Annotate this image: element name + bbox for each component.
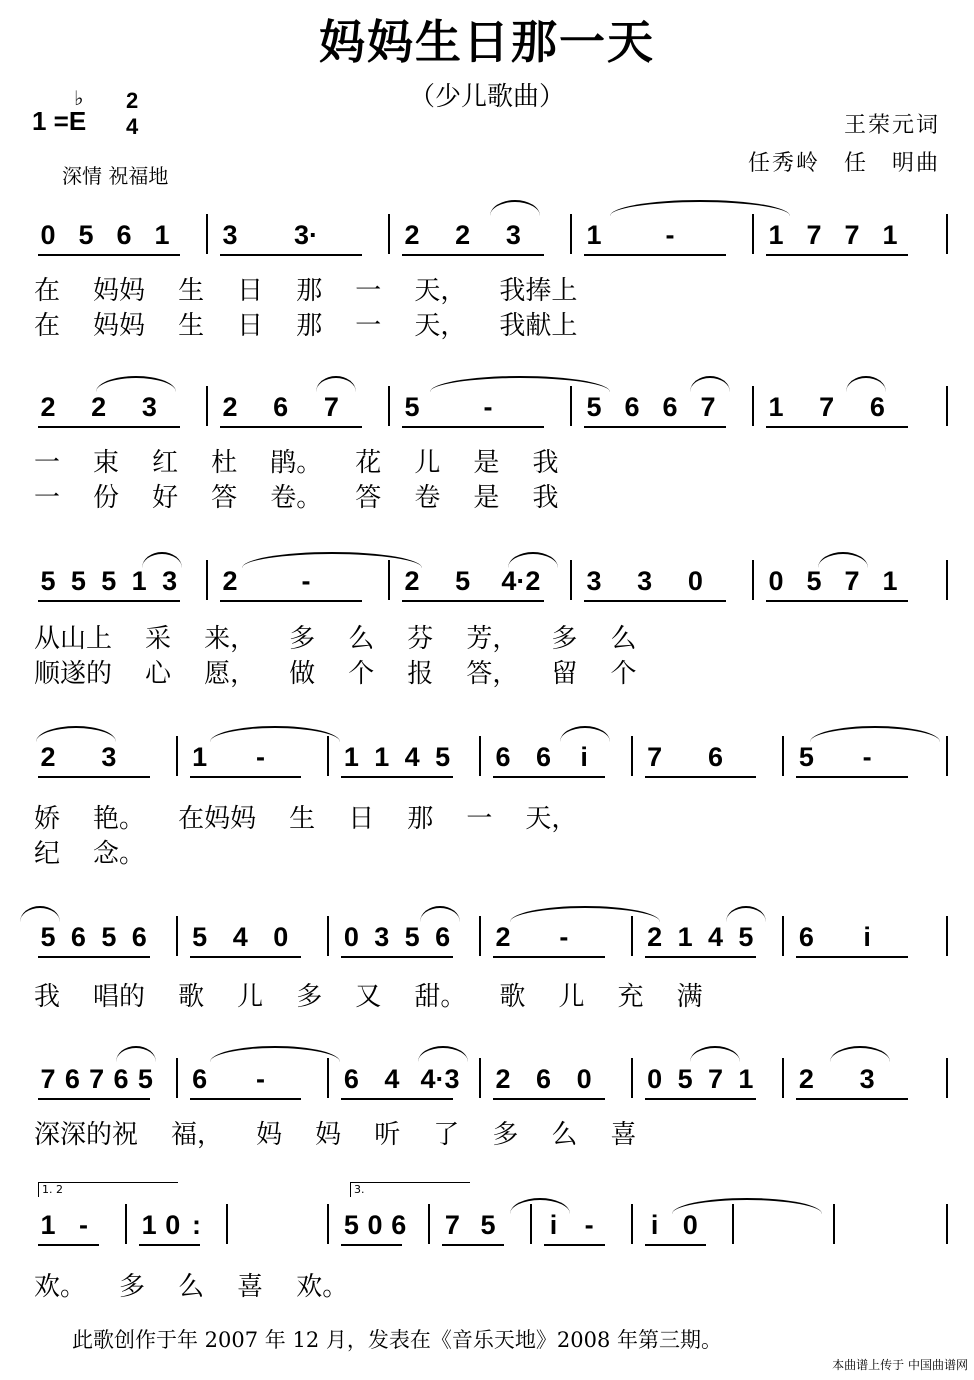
beam	[442, 1244, 503, 1246]
barline	[946, 560, 948, 600]
barline	[176, 1058, 178, 1098]
note: 3	[374, 922, 390, 952]
note: 7	[806, 220, 822, 250]
barline	[206, 214, 208, 254]
note: 7	[323, 392, 339, 422]
note: 6	[116, 220, 132, 250]
barline	[946, 916, 948, 956]
note: 6	[64, 1064, 80, 1094]
beam	[645, 1098, 757, 1100]
barline	[479, 916, 481, 956]
note: 6	[707, 742, 724, 772]
note: 7	[647, 742, 663, 772]
slur	[690, 1046, 740, 1062]
note: 4·3	[420, 1064, 460, 1094]
barline	[327, 1058, 329, 1098]
beam	[38, 1098, 150, 1100]
barline	[226, 1204, 228, 1244]
barline	[631, 916, 633, 956]
beam	[402, 600, 544, 602]
note: 5	[40, 566, 56, 596]
note: 1	[768, 392, 784, 422]
barline	[752, 386, 754, 426]
barline	[782, 1058, 784, 1098]
note: 2	[404, 566, 420, 596]
note: 6	[273, 392, 289, 422]
note: 0	[367, 1210, 383, 1240]
slur	[210, 1046, 340, 1062]
note: 0	[273, 922, 289, 952]
slur	[560, 726, 610, 742]
note: 0	[343, 922, 359, 952]
slur	[96, 376, 176, 392]
beam	[493, 1098, 605, 1100]
note: 7	[844, 566, 860, 596]
note: 5	[806, 566, 822, 596]
beam	[645, 1244, 706, 1246]
note: 6	[131, 922, 147, 952]
beam	[645, 776, 757, 778]
note: 0	[682, 1210, 698, 1240]
note: 0	[647, 1064, 663, 1094]
slur	[420, 906, 460, 922]
lyrics-line-2: 纪 念。	[34, 839, 146, 869]
barline	[946, 386, 948, 426]
note: 2	[222, 566, 238, 596]
beam	[584, 426, 726, 428]
note: 1	[738, 1064, 754, 1094]
barline	[631, 1058, 633, 1098]
note: i	[650, 1210, 659, 1240]
note: 6	[798, 922, 814, 952]
note: 3	[859, 1064, 875, 1094]
beam	[796, 1098, 908, 1100]
note: 3	[505, 220, 521, 250]
barline	[833, 1204, 835, 1244]
barline	[570, 214, 572, 254]
note: 1	[882, 566, 898, 596]
note: 1	[131, 566, 147, 596]
lyrics-line-2: 顺遂的 心 愿， 做 个 报 答， 留 个	[34, 659, 637, 689]
time-signature	[126, 88, 138, 140]
lyricist-credit: 王荣元词	[843, 113, 940, 138]
slur	[430, 376, 610, 392]
note: 1	[677, 922, 693, 952]
note: -	[483, 392, 493, 422]
note: 5	[70, 566, 86, 596]
slur	[508, 552, 558, 568]
key-signature: 1 =E	[32, 106, 87, 136]
note: 2	[798, 1064, 814, 1094]
note: 6	[624, 392, 640, 422]
time-bottom: 4	[126, 114, 139, 139]
beam	[190, 1098, 302, 1100]
note: 7	[707, 1064, 724, 1094]
note: 3	[222, 220, 238, 250]
beam	[190, 776, 302, 778]
beam	[493, 956, 605, 958]
note: 6	[192, 1064, 208, 1094]
beam	[341, 956, 453, 958]
barline	[176, 916, 178, 956]
note: 4	[404, 742, 420, 772]
note: -	[584, 1210, 594, 1240]
lyrics-line-1: 深深的祝 福， 妈 妈 听 了 多 么 喜	[34, 1120, 637, 1150]
barline	[631, 1204, 633, 1244]
slur	[510, 906, 660, 922]
barline	[125, 1204, 127, 1244]
note: 1	[343, 742, 359, 772]
beam	[584, 600, 726, 602]
slur	[846, 376, 886, 392]
beam	[38, 600, 180, 602]
volta-1-2: 1. 2	[38, 1182, 178, 1197]
note: 2	[40, 742, 56, 772]
beam	[38, 426, 180, 428]
beam	[38, 956, 150, 958]
lyrics-line-2: 一 份 好 答 卷。 答 卷 是 我	[34, 483, 559, 513]
note: 5	[677, 1064, 693, 1094]
note: 2	[404, 220, 420, 250]
beam	[38, 1244, 99, 1246]
note: 6	[662, 392, 678, 422]
note: 6	[869, 392, 885, 422]
note: 3	[141, 392, 157, 422]
note: 1	[141, 1210, 157, 1240]
note: -	[559, 922, 569, 952]
barline	[479, 736, 481, 776]
note: 5	[192, 922, 208, 952]
slur	[418, 1046, 468, 1062]
slur	[210, 726, 340, 742]
barline	[327, 1204, 329, 1244]
barline	[782, 736, 784, 776]
note: 1	[154, 220, 170, 250]
note: 2	[647, 922, 663, 952]
lyrics-line-1: 我 唱的 歌 儿 多 又 甜。 歌 儿 充 满	[34, 982, 703, 1012]
note: 3	[101, 742, 117, 772]
note: 6	[343, 1064, 359, 1094]
note: 4	[384, 1064, 400, 1094]
note: 0	[165, 1210, 181, 1240]
note: 0	[687, 566, 703, 596]
note: 5	[101, 566, 117, 596]
note: 4	[232, 922, 248, 952]
slur	[20, 906, 60, 922]
barline	[946, 1058, 948, 1098]
beam	[645, 956, 757, 958]
beam	[220, 600, 362, 602]
note: 3	[162, 566, 178, 596]
note: 1	[586, 220, 602, 250]
note: i	[580, 742, 588, 772]
note: 5	[480, 1210, 496, 1240]
beam	[402, 426, 544, 428]
beam	[341, 1098, 453, 1100]
beam	[766, 600, 908, 602]
slur	[116, 1046, 156, 1062]
barline	[388, 214, 390, 254]
lyrics-line-2: 在 妈妈 生 日 那 一 天， 我献上	[34, 311, 578, 341]
volta-3: 3.	[350, 1182, 470, 1197]
note: 1	[374, 742, 390, 772]
note: 2	[222, 392, 238, 422]
barline	[327, 916, 329, 956]
note: 1	[40, 1210, 56, 1240]
note: 2	[495, 1064, 511, 1094]
note: 6	[70, 922, 86, 952]
barline	[570, 560, 572, 600]
note: 5	[40, 922, 56, 952]
note: 0	[768, 566, 784, 596]
slur	[510, 1198, 570, 1214]
note: 6	[495, 742, 511, 772]
note: :	[192, 1210, 202, 1240]
note: 5	[78, 220, 94, 250]
note: 7	[444, 1210, 460, 1240]
beam	[544, 1244, 605, 1246]
barline	[752, 214, 754, 254]
beam	[220, 426, 362, 428]
slur	[36, 726, 116, 742]
barline	[479, 1058, 481, 1098]
beam	[766, 426, 908, 428]
note: 5	[738, 922, 754, 952]
note: 1	[192, 742, 208, 772]
note: 5	[404, 922, 420, 952]
slur	[726, 906, 766, 922]
song-subtitle: （少儿歌曲）	[408, 82, 565, 112]
barline	[176, 736, 178, 776]
slur	[810, 726, 940, 742]
note: -	[79, 1210, 89, 1240]
note: 6	[391, 1210, 407, 1240]
lyrics-line-1: 从山上 采 来， 多 么 芬 芳， 多 么	[34, 624, 637, 654]
lyrics-line-1: 一 束 红 杜 鹃。 花 儿 是 我	[34, 448, 559, 478]
beam	[190, 956, 302, 958]
beam	[402, 254, 544, 256]
note: 5	[404, 392, 420, 422]
note: 3·	[294, 220, 319, 250]
note: 5	[101, 922, 117, 952]
footer-note: 此歌创作于年 2007 年 12 月，发表在《音乐天地》2008 年第三期。	[72, 1328, 722, 1352]
note: 5	[343, 1210, 359, 1240]
barline	[327, 736, 329, 776]
note: 5	[586, 392, 602, 422]
barline	[782, 916, 784, 956]
song-title: 妈妈生日那一天	[319, 15, 655, 69]
note: -	[665, 220, 675, 250]
barline	[570, 386, 572, 426]
note: 4	[707, 922, 724, 952]
note: -	[862, 742, 872, 772]
beam	[341, 1244, 402, 1246]
barline	[428, 1204, 430, 1244]
upload-credit: 本曲谱上传于 中国曲谱网	[832, 1358, 968, 1372]
lyrics-line-1: 娇 艳。 在妈妈 生 日 那 一 天，	[34, 804, 578, 834]
note: 1	[882, 220, 898, 250]
note: 6	[536, 1064, 552, 1094]
note: 3	[637, 566, 653, 596]
note: 5	[435, 742, 451, 772]
slur	[610, 200, 790, 216]
slur	[490, 200, 540, 216]
beam	[796, 956, 908, 958]
barline	[946, 214, 948, 254]
note: 2	[91, 392, 107, 422]
beam	[766, 254, 908, 256]
note: 2	[40, 392, 56, 422]
composer-credit: 任秀岭 任 明曲	[747, 151, 940, 176]
note: 0	[576, 1064, 592, 1094]
beam	[584, 254, 726, 256]
barline	[946, 736, 948, 776]
note: 6	[536, 742, 552, 772]
note: 3	[586, 566, 602, 596]
beam	[220, 254, 362, 256]
note: 4·2	[501, 566, 541, 596]
barline	[752, 560, 754, 600]
barline	[388, 386, 390, 426]
note: 7	[844, 220, 860, 250]
note: 2	[495, 922, 511, 952]
time-top: 2	[126, 88, 139, 113]
note: 7	[819, 392, 835, 422]
note: i	[863, 922, 871, 952]
note: i	[549, 1210, 558, 1240]
slur	[830, 1046, 890, 1062]
slur	[818, 552, 868, 568]
beam	[341, 776, 453, 778]
note: 5	[137, 1064, 153, 1094]
note: 7	[89, 1064, 105, 1094]
beam	[493, 776, 605, 778]
barline	[206, 386, 208, 426]
note: -	[256, 742, 265, 772]
note: 2	[455, 220, 471, 250]
barline	[946, 1204, 948, 1244]
lyrics-line-1: 欢。 多 么 喜 欢。	[34, 1272, 349, 1302]
note: 6	[113, 1064, 129, 1094]
slur	[242, 552, 422, 568]
beam	[38, 254, 180, 256]
flat-sign: ♭	[74, 86, 84, 110]
slur	[672, 1198, 822, 1214]
note: 0	[40, 220, 56, 250]
note: 6	[435, 922, 451, 952]
beam	[796, 776, 908, 778]
note: 1	[768, 220, 784, 250]
note: 7	[700, 392, 716, 422]
note: 7	[40, 1064, 56, 1094]
barline	[206, 560, 208, 600]
lyrics-line-1: 在 妈妈 生 日 那 一 天， 我捧上	[34, 276, 578, 306]
slur	[142, 552, 182, 568]
note: 5	[455, 566, 471, 596]
note: -	[301, 566, 311, 596]
tempo-marking: 深情 祝福地	[62, 164, 169, 188]
slur	[690, 376, 730, 392]
beam	[38, 776, 150, 778]
note: -	[256, 1064, 265, 1094]
slur	[316, 376, 356, 392]
barline	[631, 736, 633, 776]
beam	[139, 1244, 200, 1246]
note: 5	[798, 742, 814, 772]
